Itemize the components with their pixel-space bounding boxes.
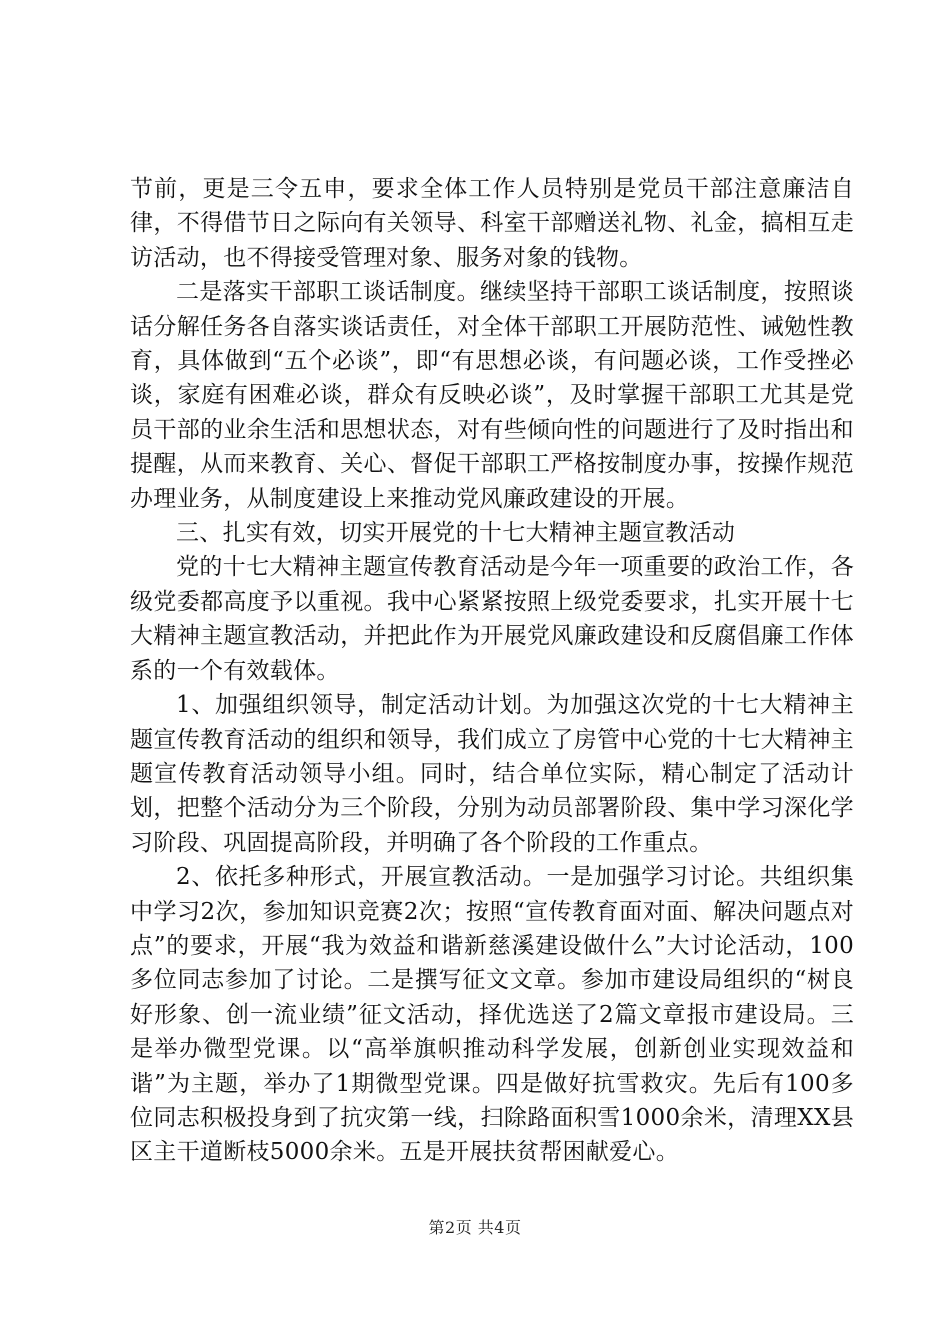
document-body [130,172,854,1170]
paragraph-education-forms: 2、依托多种形式，开展宣教活动。一是加强学习讨论。共组织集中学习2次，参加知识竞赛2次；按照“宣传教育面对面、解决问题点对点”的要求，开展“我为效益和谐新慈溪建设做什么”大讨论活动，100多位同志参加了讨论。二是撰写征文文章。参加市建设局组织的“树良好形象、创一流业绩”征文活动，择优选送了2篇文章报市建设局。三是举办微型党课。以“高举旗帜推动科学发展，创新创业实现效益和谐”为主题，举办了1期微型党课。四是做好抗雪救灾。先后有100多位同志积极投身到了抗灾第一线，扫除路面积雪1000余米，清理XX县区主干道断枝5000余米。五是开展扶贫帮困献爱心。 [130,864,854,1166]
paragraph-continuation: 节前，更是三令五申，要求全体工作人员特别是党员干部注意廉洁自律，不得借节日之际向有关领导、科室干部赠送礼物、礼金，搞相互走访活动，也不得接受管理对象、服务对象的钱物。 [130,176,854,271]
paragraph-talk-system: 二是落实干部职工谈话制度。继续坚持干部职工谈话制度，按照谈话分解任务各自落实谈话责任，对全体干部职工开展防范性、诫勉性教育，具体做到“五个必谈”，即“有思想必谈，有问题必谈，工作受挫必谈，家庭有困难必谈，群众有反映必谈”，及时掌握干部职工尤其是党员干部的业余生活和思想状态，对有些倾向性的问题进行了及时指出和提醒，从而来教育、关心、督促干部职工严格按制度办事，按操作规范办理业务，从制度建设上来推动党风廉政建设的开展。 [130,279,854,512]
section-heading-three: 三、扎实有效，切实开展党的十七大精神主题宣教活动 [176,520,736,547]
paragraph-organization-leadership: 1、加强组织领导，制定活动计划。为加强这次党的十七大精神主题宣传教育活动的组织和领导，我们成立了房管中心党的十七大精神主题宣传教育活动领导小组。同时，结合单位实际，精心制定了活动计划，把整个活动分为三个阶段，分别为动员部署阶段、集中学习深化学习阶段、巩固提高阶段，并明确了各个阶段的工作重点。 [130,692,854,856]
page-footer: 第2页 共4页 [428,1218,522,1237]
paragraph-education-activity: 党的十七大精神主题宣传教育活动是今年一项重要的政治工作，各级党委都高度予以重视。我中心紧紧按照上级党委要求，扎实开展十七大精神主题宣教活动，并把此作为开展党风廉政建设和反腐倡廉工作体系的一个有效载体。 [130,554,854,684]
